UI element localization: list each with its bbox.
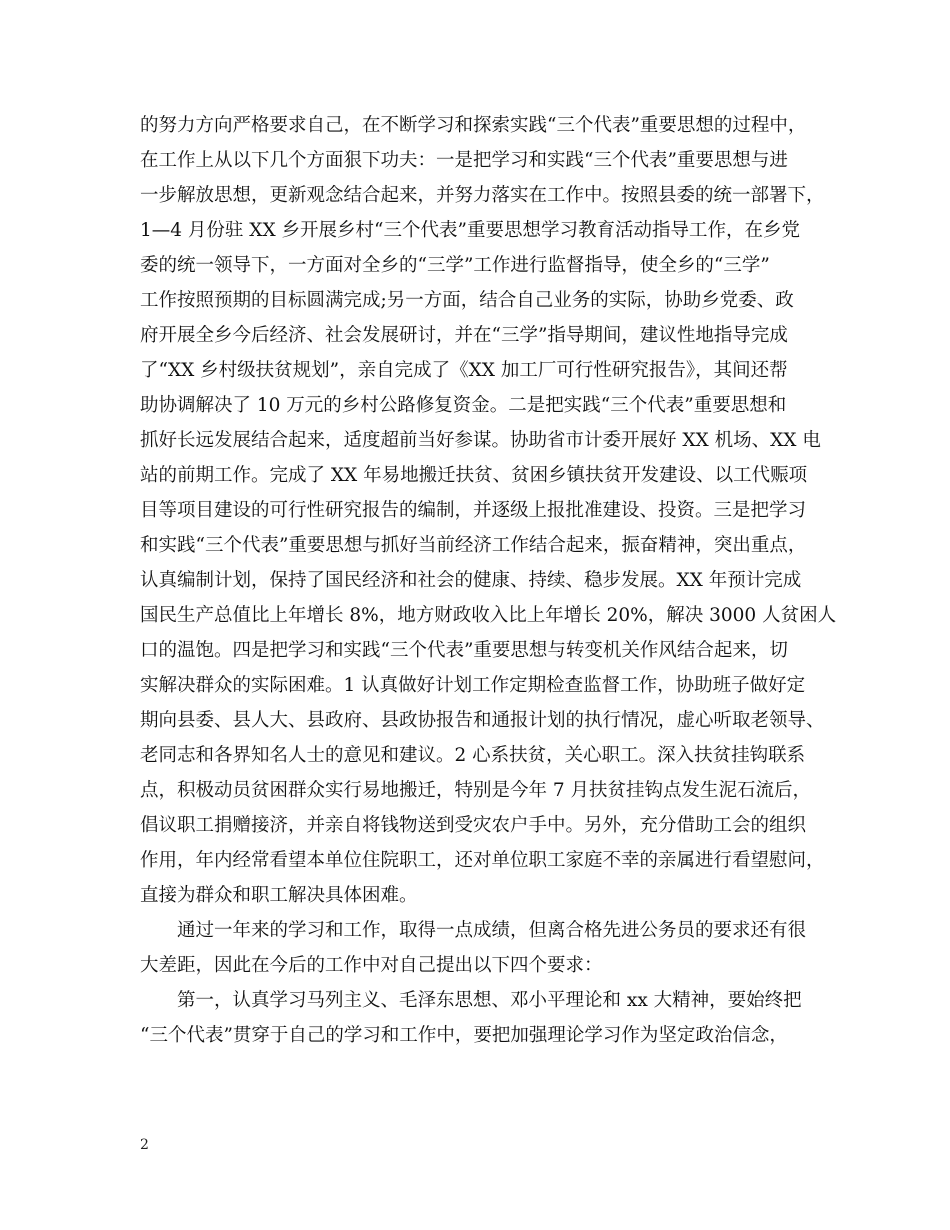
- body-text-line: 老同志和各界知名人士的意见和建议。2 心系扶贫，关心职工。深入扶贫挂钩联系: [140, 745, 806, 766]
- body-text-line: 点，积极动员贫困群众实行易地搬迁，特别是今年 7 月扶贫挂钩点发生泥石流后，: [140, 780, 812, 801]
- body-text-line: 一步解放思想，更新观念结合起来，并努力落实在工作中。按照县委的统一部署下，: [140, 185, 825, 206]
- body-text-line: 作用，年内经常看望本单位住院职工，还对单位职工家庭不幸的亲属进行看望慰问，: [140, 850, 825, 871]
- body-text-line: 实解决群众的实际困难。1 认真做好计划工作定期检查监督工作，协助班子做好定: [140, 675, 806, 696]
- body-text-line: 的努力方向严格要求自己，在不断学习和探索实践“三个代表”重要思想的过程中，: [140, 115, 807, 136]
- body-text-line: 抓好长远发展结合起来，适度超前当好参谋。协助省市计委开展好 XX 机场、XX 电: [140, 430, 821, 451]
- body-text-line: 通过一年来的学习和工作，取得一点成绩，但离合格先进公务员的要求还有很: [177, 920, 807, 941]
- body-text-line: 委的统一领导下，一方面对全乡的“三学”工作进行监督指导，使全乡的“三学”: [140, 255, 770, 276]
- body-text-line: 府开展全乡今后经济、社会发展研讨，并在“三学”指导期间，建议性地指导完成: [140, 325, 788, 346]
- body-text-line: 目等项目建设的可行性研究报告的编制，并逐级上报批准建设、投资。三是把学习: [140, 500, 807, 521]
- body-text-line: 在工作上从以下几个方面狠下功夫：一是把学习和实践“三个代表”重要思想与进: [140, 150, 788, 171]
- body-text-line: 第一，认真学习马列主义、毛泽东思想、邓小平理论和 xx 大精神，要始终把: [177, 990, 802, 1011]
- body-text-line: 期向县委、县人大、县政府、县政协报告和通报计划的执行情况，虚心听取老领导、: [140, 710, 825, 731]
- body-text-line: 直接为群众和职工解决具体困难。: [140, 885, 418, 906]
- body-text-line: 倡议职工捐赠接济，并亲自将钱物送到受灾农户手中。另外，充分借助工会的组织: [140, 815, 807, 836]
- body-text-line: “三个代表”贯穿于自己的学习和工作中，要把加强理论学习作为坚定政治信念，: [140, 1025, 788, 1046]
- body-text-line: 助协调解决了 10 万元的乡村公路修复资金。二是把实践“三个代表”重要思想和: [140, 395, 787, 416]
- body-text-line: 大差距，因此在今后的工作中对自己提出以下四个要求：: [140, 955, 603, 976]
- body-text-line: 站的前期工作。完成了 XX 年易地搬迁扶贫、贫困乡镇扶贫开发建设、以工代赈项: [140, 465, 808, 486]
- body-text-line: 了“XX 乡村级扶贫规划”，亲自完成了《XX 加工厂可行性研究报告》，其间还帮: [140, 360, 788, 381]
- body-text-line: 和实践“三个代表”重要思想与抓好当前经济工作结合起来，振奋精神，突出重点，: [140, 535, 807, 556]
- page-number: 2: [140, 1137, 149, 1153]
- body-text-line: 认真编制计划，保持了国民经济和社会的健康、持续、稳步发展。XX 年预计完成: [140, 570, 802, 591]
- body-text-line: 国民生产总值比上年增长 8%，地方财政收入比上年增长 20%，解决 3000 人贫困人: [140, 605, 837, 626]
- body-text-line: 工作按照预期的目标圆满完成;另一方面，结合自己业务的实际，协助乡党委、政: [140, 290, 794, 311]
- body-text-line: 1—4 月份驻 XX 乡开展乡村“三个代表”重要思想学习教育活动指导工作，在乡党: [140, 220, 800, 241]
- body-text-line: 口的温饱。四是把学习和实践“三个代表”重要思想与转变机关作风结合起来，切: [140, 640, 788, 661]
